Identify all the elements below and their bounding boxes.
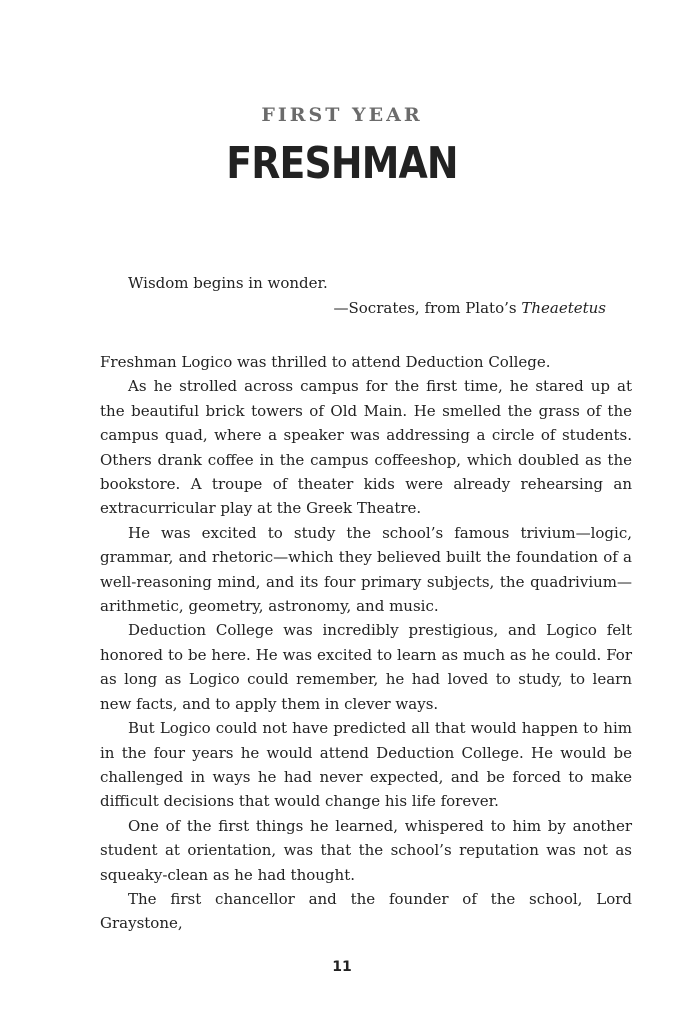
paragraph: Freshman Logico was thrilled to attend Deduction College.	[100, 353, 551, 371]
part-label: FIRST YEAR	[261, 104, 423, 126]
paragraph: He was excited to study the school’s famous trivium—logic, grammar, and rhetoric—which they believed built the foundation of a well-reasoning mind, and its four primary subjects, the quadrivium—arithmetic, geometry, astronomy, and music.	[100, 523, 632, 616]
epigraph-attribution	[300, 299, 606, 317]
paragraph: One of the first things he learned, whispered to him by another student at orientation, was that the school’s reputation was not as squeaky-clean as he had thought.	[100, 816, 632, 884]
chapter-title: FRESHMAN	[226, 138, 458, 189]
paragraph: The first chancellor and the founder of the school, Lord Graystone,	[100, 889, 632, 933]
paragraph: Deduction College was incredibly prestigious, and Logico felt honored to be here. He was excited to learn as much as he could. For as long as Logico could remember, he had loved to study, to learn new facts, and to apply them in clever ways.	[100, 621, 632, 713]
body-text	[100, 350, 632, 936]
paragraph: But Logico could not have predicted all that would happen to him in the four years he would attend Deduction College. He would be challenged in ways he had never expected, and be forced to make difficult decisions that would change his life forever.	[100, 719, 632, 811]
paragraph: As he strolled across campus for the first time, he stared up at the beautiful brick towers of Old Main. He smelled the grass of the campus quad, where a speaker was addressing a circle of students. Others drank coffee in the campus coffeeshop, which doubled as the bookstore. A troupe of theater kids were already rehearsing an extracurricular play at the Greek Theatre.	[100, 377, 632, 518]
attribution-prefix: —Socrates, from Plato’s	[333, 299, 517, 317]
attribution-work: Theaetetus	[521, 299, 606, 317]
epigraph-quote: Wisdom begins in wonder.	[128, 274, 328, 292]
page-number: 11	[332, 959, 352, 975]
